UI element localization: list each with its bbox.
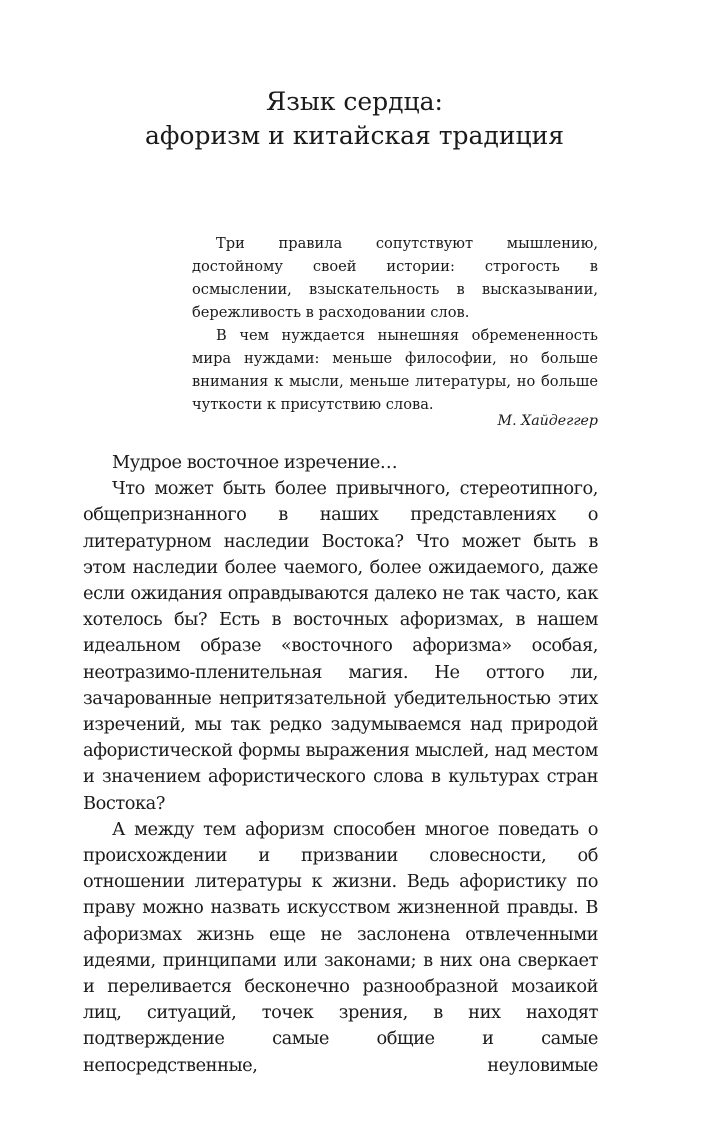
main-text [83,450,598,1079]
chapter-title-line-2: афоризм и китайская традиция [144,121,565,150]
chapter-title-line-1: Язык сердца: [266,87,443,116]
epigraph-paragraph-2: В чем нуждается нынешняя обремененность мира нуждами: меньше философии, но больше внимания к мысли, меньше литературы, но больше чуткости к присутствию слова. [192,327,598,413]
epigraph-paragraph-1: Три правила сопутствуют мышлению, достойному своей истории: строгость в осмыслении, взыскательность в высказывании, бережливость в расходовании слов. [192,235,598,321]
body-paragraph-1: Мудрое восточное изречение… [112,452,398,473]
body-paragraph-3: А между тем афоризм способен многое поведать о происхождении и призвании словесности, об отношении литературы к жизни. Ведь афористику по праву можно назвать искусством жизненной правды. В афоризмах жизнь еще не заслонена отвлеченными идеями, принципами или законами; в них она сверкает и переливается бесконечно разнообразной мозаикой лиц, ситуаций, точек зрения, в них находят подтверждение самые общие и самые непосредственные, неуловимые [83,818,598,1076]
epigraph [192,232,598,429]
body-paragraph-2: Что может быть более привычного, стереотипного, общепризнанного в наших представлениях о литературном наследии Востока? Что может быть в этом наследии более чаемого, более ожидаемого, даже если ожидания оправдываются далеко не так часто, как хотелось бы? Есть в восточных афоризмах, в нашем идеальном образе «восточного афоризма» особая, неотразимо-пленительная магия. Не оттого ли, зачарованные непритязательной убедительностью этих изречений, мы так редко задумываемся над природой афористической формы выражения мыслей, над местом и значением афористического слова в культурах стран Востока? [83,478,598,814]
epigraph-author: М. Хайдеггер [497,413,598,429]
